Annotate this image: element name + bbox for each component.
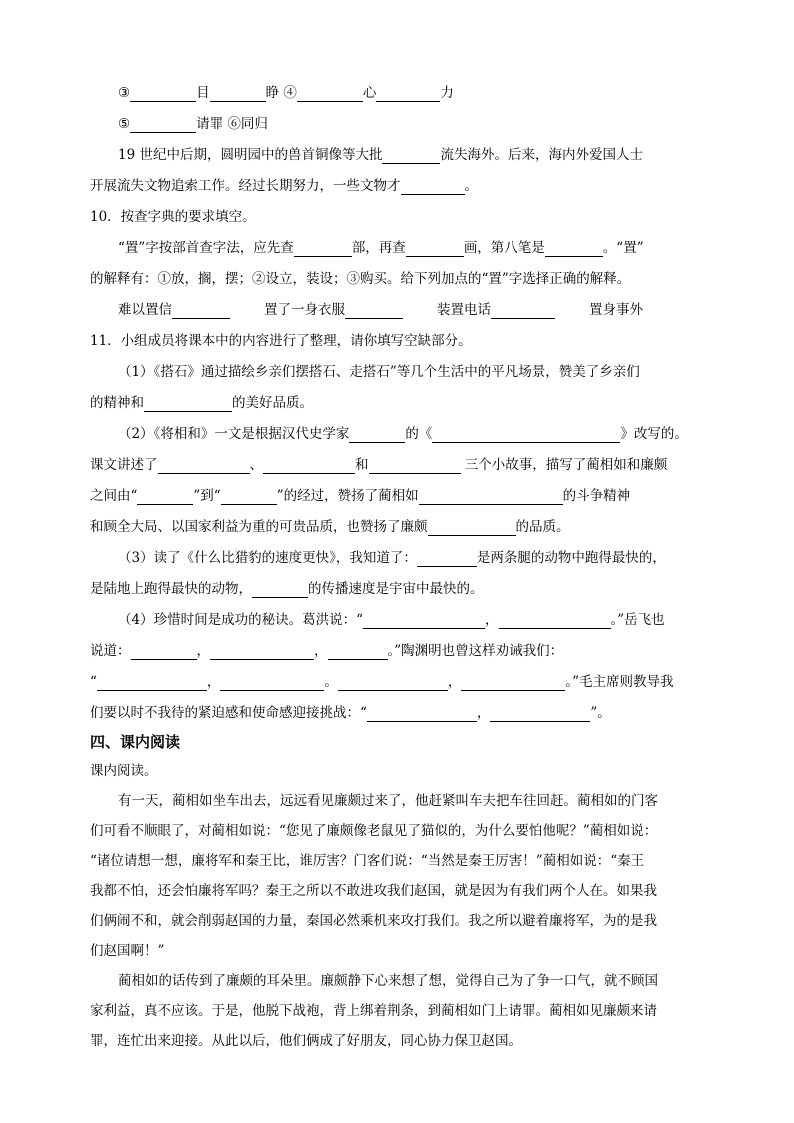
text: ， (314, 643, 328, 659)
text: （3）读了《什么比猎豹的速度更快》，我知道了： (118, 550, 417, 566)
blank[interactable] (349, 424, 405, 443)
question-10-title: 10．按查字典的要求填空。 (90, 209, 256, 225)
blank[interactable] (406, 238, 464, 257)
passage-line: 家利益，真不应该。于是，他脱下战袍，背上绑着荆条，到蔺相如门上请罪。蔺相如见廉颇来请 (90, 1003, 657, 1019)
circled-number-3: ③ (118, 85, 131, 101)
blank[interactable] (338, 672, 448, 691)
text: 和 (355, 457, 369, 473)
question-11-title: 11．小组成员将课本中的内容进行了整理，请你填写空缺部分。 (90, 333, 472, 349)
section-intro: 课内阅读。 (90, 763, 158, 779)
q11-s1-line (0, 388, 794, 419)
passage-line: “诸位请想一想，廉将军和秦王比，谁厉害？门客们说：“当然是秦王厉害！”蔺相如说：“秦王 (90, 853, 645, 869)
q11-s2-line (0, 481, 794, 512)
text: 的《 (405, 426, 433, 442)
q11-s4-line (0, 636, 794, 667)
passage-line: 们俩闹不和，就会削弱赵国的力量，秦国必然乘机来攻打我们。我之所以避着廉将军，为的是我 (90, 913, 657, 929)
blank[interactable] (210, 641, 314, 660)
text: 是两条腿的动物中跑得最快的， (476, 550, 666, 566)
blank[interactable] (461, 672, 565, 691)
blank[interactable] (172, 300, 230, 319)
circled-number-5: ⑤ (118, 116, 131, 132)
text: （4）珍惜时间是成功的秘诀。葛洪说：“ (118, 612, 363, 628)
blank[interactable] (545, 238, 603, 257)
blank[interactable] (369, 455, 461, 474)
blank[interactable] (491, 300, 555, 319)
text: 说道： (90, 643, 131, 659)
text: 课文讲述了 (90, 457, 158, 473)
blank[interactable] (137, 486, 193, 505)
question-10-items (0, 295, 794, 326)
q11-s3-line (0, 543, 794, 574)
text: 》改写的。 (620, 426, 688, 442)
text: （2）《将相和》一文是根据汉代史学家 (118, 426, 350, 442)
blank[interactable] (490, 703, 590, 722)
idiom-row-2 (0, 109, 794, 140)
idiom-char: 睁 (265, 85, 280, 101)
blank[interactable] (131, 641, 197, 660)
text: 的精神和 (90, 395, 144, 411)
q11-s2-line (0, 512, 794, 543)
passage-line: 们可看不顺眼了，对蔺相如说：“您见了廉颇像老鼠见了猫似的，为什么要怕他呢？”蔺相如说： (90, 823, 658, 839)
circled-number-6: ⑥ (227, 116, 241, 132)
text: 。”岳飞也 (610, 612, 665, 628)
blank[interactable] (263, 455, 355, 474)
passage-line: 们赵国啊！” (90, 943, 165, 959)
text: 。“置” (602, 240, 644, 256)
q11-s1-line: （1）《搭石》通过描绘乡亲们摆搭石、走搭石”等几个生活中的平凡场景，赞美了乡亲们 (118, 364, 640, 380)
blank[interactable] (376, 83, 440, 102)
text: 的斗争精神 (562, 488, 631, 504)
blank[interactable] (432, 424, 620, 443)
blank[interactable] (363, 610, 485, 629)
sentence-line (0, 140, 794, 171)
blank[interactable] (220, 672, 324, 691)
blank[interactable] (294, 238, 352, 257)
blank[interactable] (130, 114, 196, 133)
text: 开展流失文物追索工作。经过长期努力，一些文物才 (90, 178, 401, 194)
q11-s2-line (0, 450, 794, 481)
blank[interactable] (417, 548, 477, 567)
text: 部，再查 (351, 240, 406, 256)
circled-number-4: ④ (283, 85, 297, 101)
question-10-line (0, 233, 794, 264)
text: 。”陶渊明也曾这样劝诫我们： (387, 643, 564, 659)
text: ， (196, 643, 210, 659)
text: 画，第八笔是 (463, 240, 545, 256)
passage-line: 蔺相如的话传到了廉颇的耳朵里。廉颇静下心来想了想，觉得自己为了争一口气，就不顾国 (118, 973, 658, 989)
text: 、 (249, 457, 263, 473)
blank[interactable] (419, 486, 563, 505)
blank[interactable] (428, 517, 516, 536)
item-text: 难以置信 (118, 302, 172, 318)
text: ， (206, 674, 221, 690)
text: ， (485, 612, 499, 628)
blank[interactable] (499, 610, 611, 629)
text: 的传播速度是宇宙中最快的。 (308, 581, 484, 597)
text: 是陆地上跑得最快的动物， (90, 581, 252, 597)
text: 的品质。 (515, 519, 570, 535)
passage-line: 我都不怕，还会怕廉将军吗？秦王之所以不敢进攻我们赵国，就是因为有我们两个人在。如果我 (90, 883, 657, 899)
sentence-line (0, 171, 794, 202)
section-heading: 四、课内阅读 (90, 733, 181, 751)
text: ， (476, 705, 491, 721)
text: 。 (324, 674, 338, 690)
item-text: 装置电话 (437, 302, 491, 318)
item-text: 置了一身衣服 (264, 302, 345, 318)
q11-s2-line (0, 419, 794, 450)
q11-s3-line (0, 574, 794, 605)
text: 和顾全大局、以国家利益为重的可贵品质，也赞扬了廉颇 (90, 519, 428, 535)
blank[interactable] (210, 83, 266, 102)
idiom-text: 请罪 (196, 116, 224, 132)
text: 。”毛主席则教导我 (565, 674, 674, 690)
text: 三个小故事，描写了蔺相如和廉颇 (460, 457, 668, 473)
blank[interactable] (144, 393, 232, 412)
blank[interactable] (328, 641, 388, 660)
idiom-char: 心 (362, 85, 377, 101)
q11-s4-line (0, 667, 794, 698)
text: ”。 (590, 705, 611, 721)
q11-s4-line (0, 605, 794, 636)
text: 19 世纪中后期，圆明园中的兽首铜像等大批 (118, 147, 383, 163)
text: ， (447, 674, 462, 690)
text: 们要以时不我待的紧迫感和使命感迎接挑战：“ (90, 705, 367, 721)
idiom-char: 目 (196, 85, 210, 101)
blank[interactable] (382, 145, 440, 164)
blank[interactable] (158, 455, 250, 474)
blank[interactable] (130, 83, 196, 102)
blank[interactable] (97, 672, 207, 691)
question-10-line: 的解释有：①放，搁，摆；②设立，装设；③购买。给下列加点的“置”字选择正确的解释。 (90, 271, 631, 287)
text: ”的经过，赞扬了蔺相如 (276, 488, 419, 504)
idiom-row-1 (0, 78, 794, 109)
blank[interactable] (297, 83, 363, 102)
text: “ (90, 674, 97, 690)
passage-line: 有一天，蔺相如坐车出去，远远看见廉颇过来了，他赶紧叫车夫把车往回赶。蔺相如的门客 (118, 793, 658, 809)
idiom-text: 同归 (240, 116, 268, 132)
text: 的美好品质。 (232, 395, 313, 411)
passage-line: 罪，连忙出来迎接。从此以后，他们俩成了好朋友，同心协力保卫赵国。 (90, 1033, 522, 1049)
text: 之间由“ (90, 488, 138, 504)
text: ”到“ (193, 488, 221, 504)
q11-s4-line (0, 698, 794, 729)
blank[interactable] (221, 486, 277, 505)
blank[interactable] (367, 703, 477, 722)
item-text: 置身事外 (589, 302, 643, 318)
blank[interactable] (401, 176, 465, 195)
blank[interactable] (345, 300, 403, 319)
text: 。 (464, 178, 478, 194)
text: 流失海外。后来，海内外爱国人士 (440, 147, 643, 163)
text: “置”字按部首查字法，应先查 (118, 240, 294, 256)
idiom-char: 力 (440, 85, 454, 101)
blank[interactable] (252, 579, 308, 598)
